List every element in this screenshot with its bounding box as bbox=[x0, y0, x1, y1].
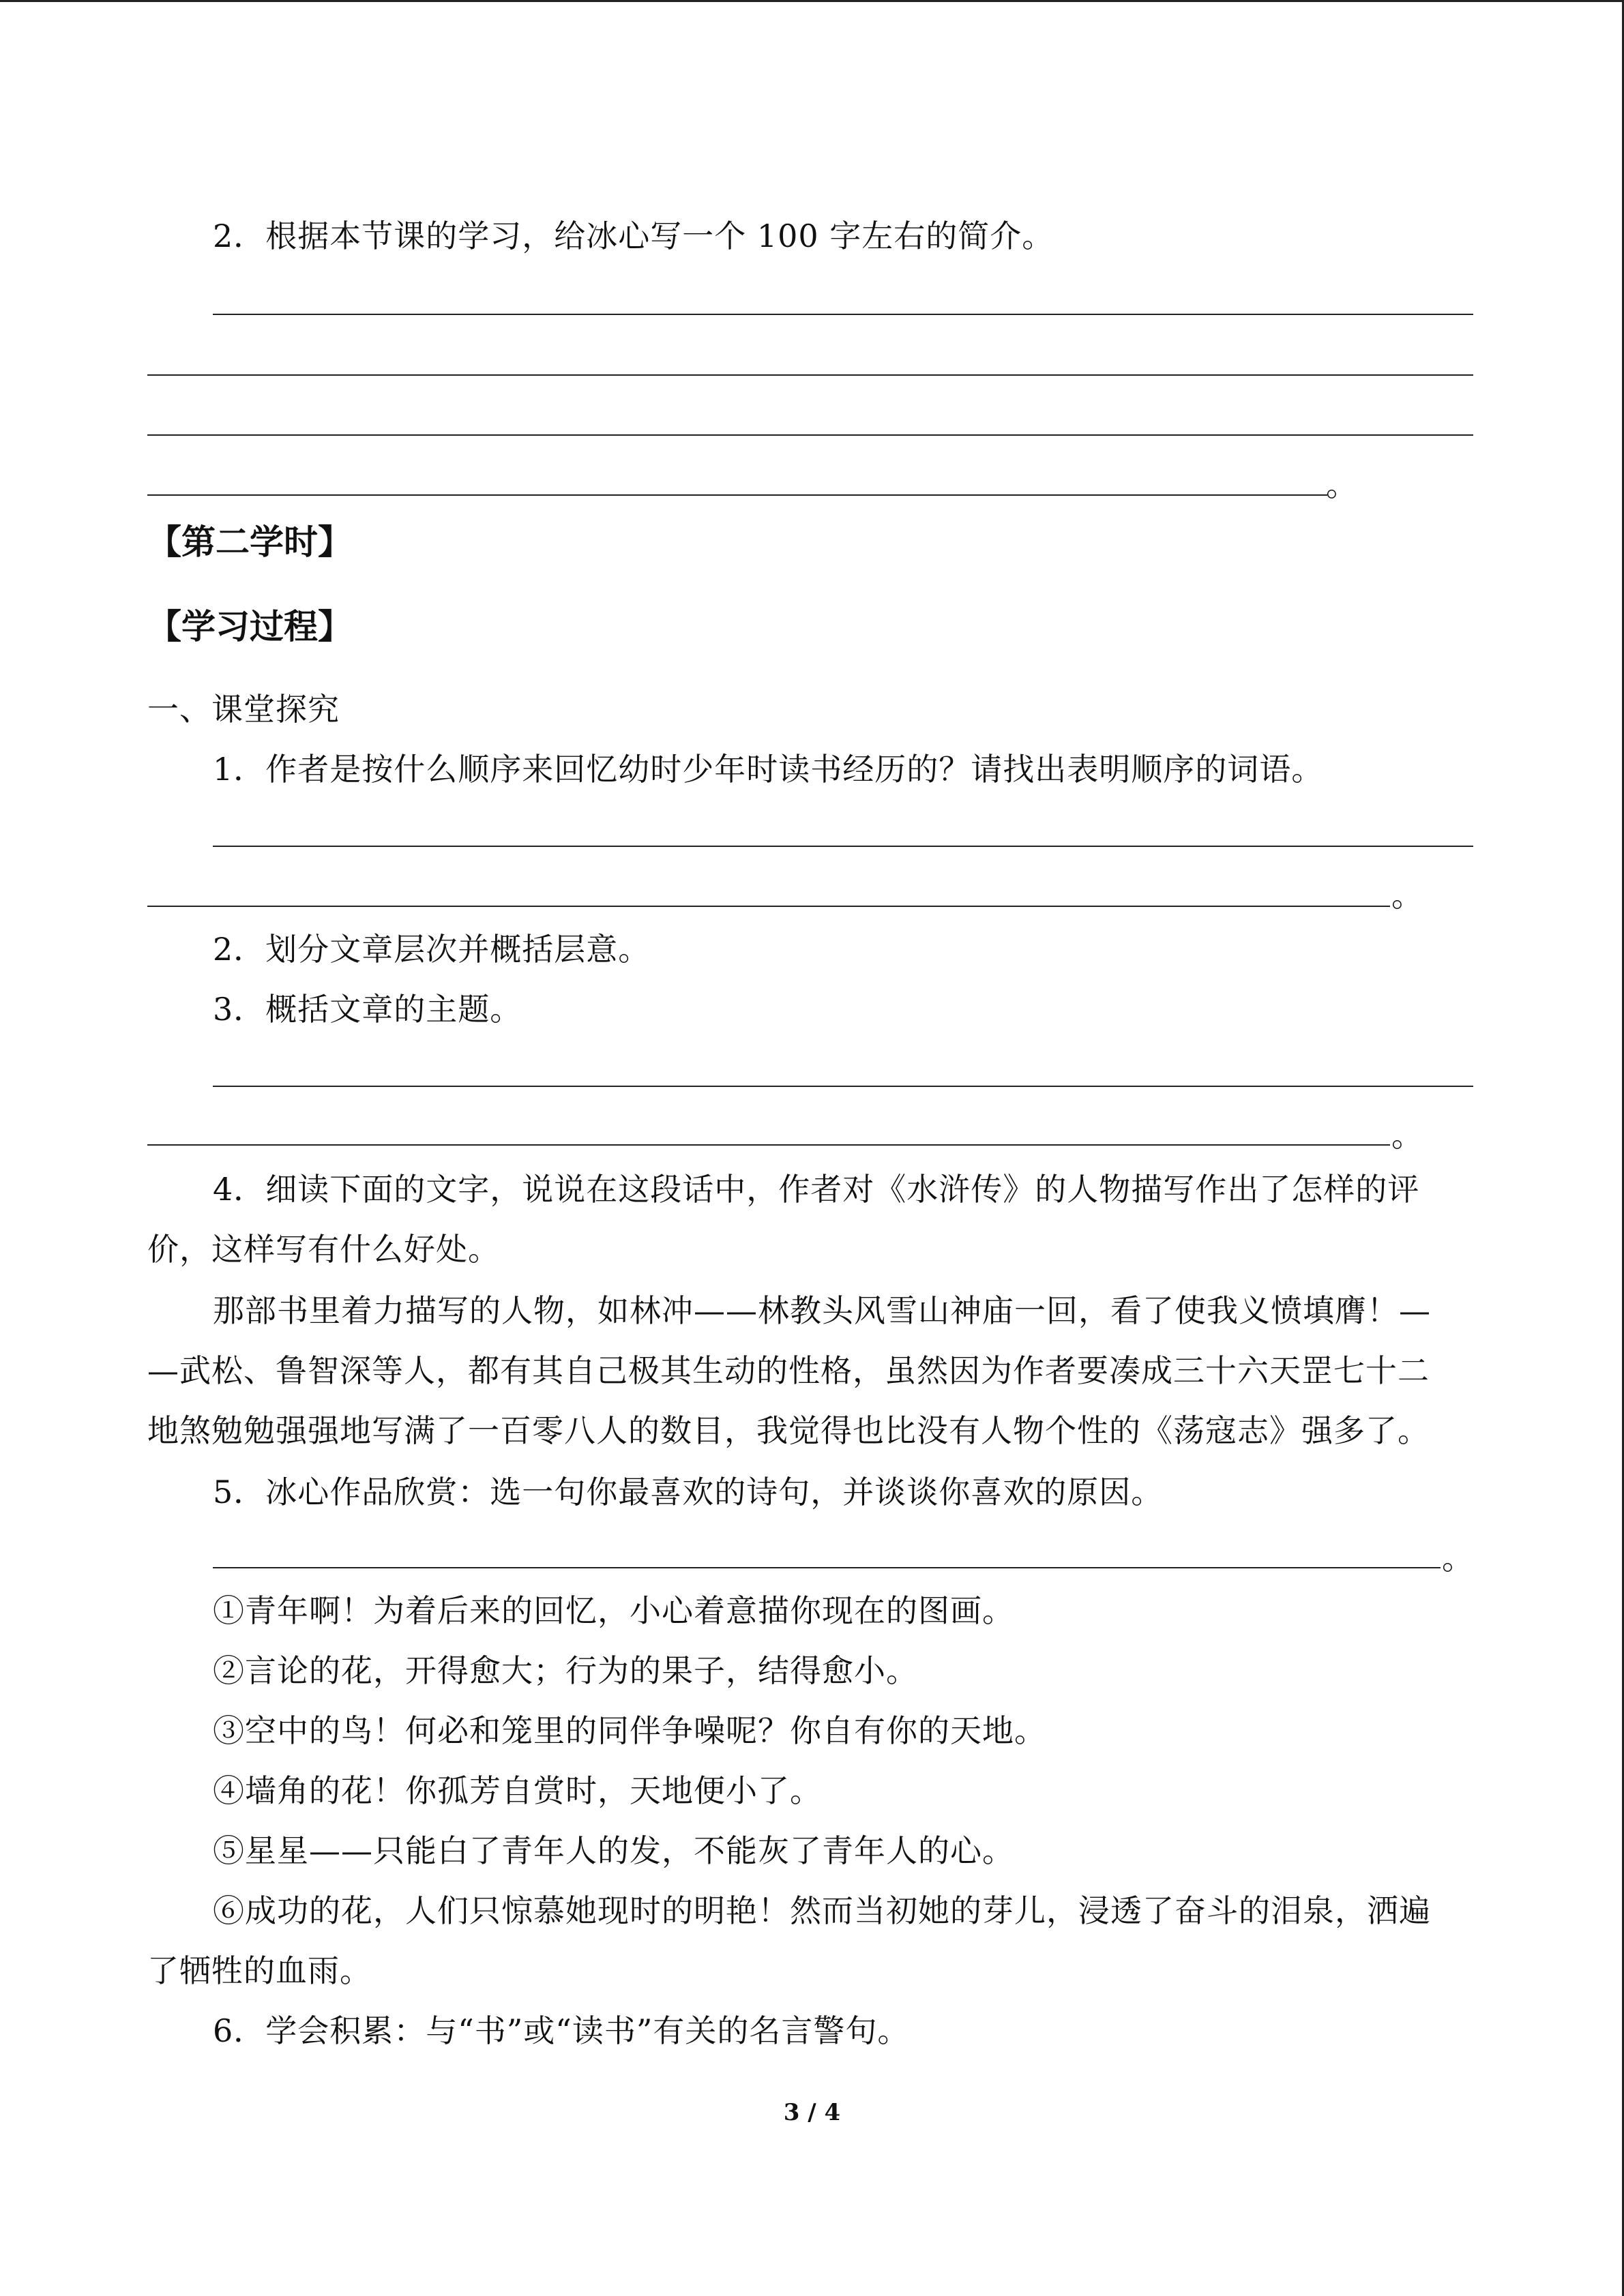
answer-line[interactable] bbox=[147, 374, 1473, 376]
quote-line-3: 地煞勉勉强强地写满了一百零八人的数目，我觉得也比没有人物个性的《荡寇志》强多了。 bbox=[147, 1412, 1430, 1449]
poem-5: ⑤星星——只能白了青年人的发，不能灰了青年人的心。 bbox=[213, 1832, 1014, 1869]
answer-line[interactable] bbox=[147, 906, 1390, 907]
answer-line[interactable] bbox=[213, 314, 1473, 315]
answer-line[interactable] bbox=[213, 1086, 1473, 1087]
answer-period: 。 bbox=[1391, 1117, 1423, 1154]
question-2: 2．划分文章层次并概括层意。 bbox=[213, 931, 651, 968]
part-one-heading: 一、课堂探究 bbox=[147, 691, 340, 728]
poem-1: ①青年啊！为着后来的回忆，小心着意描你现在的图画。 bbox=[213, 1592, 1014, 1629]
question-5: 5．冰心作品欣赏：选一句你最喜欢的诗句，并谈谈你喜欢的原因。 bbox=[213, 1474, 1164, 1510]
question-4-line-2: 价，这样写有什么好处。 bbox=[147, 1231, 500, 1268]
poem-4: ④墙角的花！你孤芳自赏时，天地便小了。 bbox=[213, 1772, 822, 1809]
page-border-top bbox=[0, 0, 1624, 2]
poem-6-line-1: ⑥成功的花，人们只惊慕她现时的明艳！然而当初她的芽儿，浸透了奋斗的泪泉，洒遍 bbox=[213, 1892, 1431, 1929]
section-heading-second-lesson: 【第二学时】 bbox=[147, 522, 352, 562]
poem-2: ②言论的花，开得愈大；行为的果子，结得愈小。 bbox=[213, 1652, 918, 1689]
poem-6-line-2: 了牺牲的血雨。 bbox=[147, 1952, 372, 1989]
answer-line[interactable] bbox=[147, 1144, 1390, 1146]
question-6: 6．学会积累：与“书”或“读书”有关的名言警句。 bbox=[213, 2012, 910, 2049]
question-4-line-1: 4．细读下面的文字，说说在这段话中，作者对《水浒传》的人物描写作出了怎样的评 bbox=[213, 1171, 1420, 1208]
answer-line[interactable] bbox=[147, 434, 1473, 436]
answer-line[interactable] bbox=[147, 494, 1327, 496]
answer-line[interactable] bbox=[213, 846, 1473, 847]
answer-line[interactable] bbox=[213, 1567, 1441, 1568]
section-heading-learning-process: 【学习过程】 bbox=[147, 607, 352, 646]
question-2-intro: 2．根据本节课的学习，给冰心写一个 100 字左右的简介。 bbox=[213, 218, 1054, 254]
answer-period: 。 bbox=[1326, 466, 1357, 503]
answer-period: 。 bbox=[1442, 1540, 1473, 1577]
poem-3: ③空中的鸟！何必和笼里的同伴争噪呢？你自有你的天地。 bbox=[213, 1712, 1046, 1749]
question-3: 3．概括文章的主题。 bbox=[213, 991, 522, 1028]
page-number: 3 / 4 bbox=[783, 2099, 841, 2126]
question-1: 1．作者是按什么顺序来回忆幼时少年时读书经历的？请找出表明顺序的词语。 bbox=[213, 751, 1324, 788]
quote-line-2: —武松、鲁智深等人，都有其自己极其生动的性格，虽然因为作者要凑成三十六天罡七十二 bbox=[147, 1352, 1430, 1389]
answer-period: 。 bbox=[1391, 877, 1423, 914]
quote-line-1: 那部书里着力描写的人物，如林冲——林教头风雪山神庙一回，看了使我义愤填膺！— bbox=[213, 1292, 1431, 1329]
